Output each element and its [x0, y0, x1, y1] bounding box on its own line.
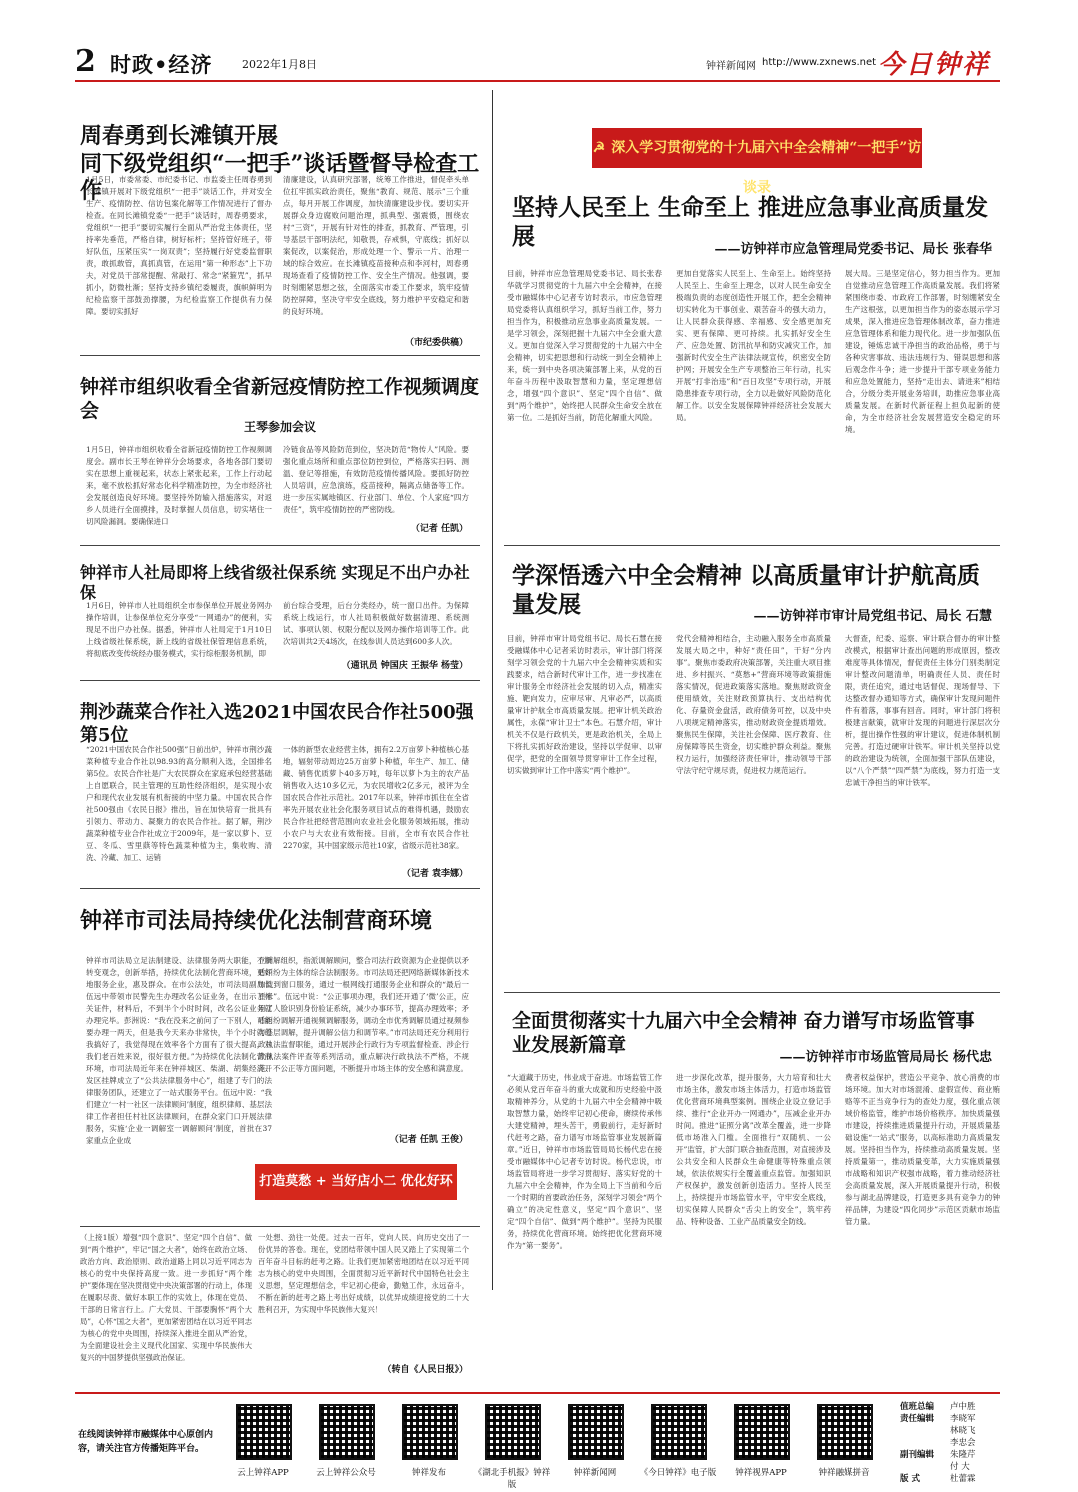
- article-body: 更加自觉落实人民至上、生命至上。始终坚持人民至上、生命至上理念，以对人民生命安全极端负责的态度创造性开展工作，把全会精神切实转化为干事创业、艰苦奋斗的强大动力，让人民群众获得感、幸福感、安全感更加充实、更有保障、更可持续。扎实抓好安全生产、应急处置、防汛抗旱和防灾减灾工作，加强新时代安全生产法律法规宣传，织密安全防护网；开展安全生产专项整治三年行动，扎实开展“打非治违”和“百日攻坚”专项行动，开展隐患排查专项行动，全力以赴做好风险防范化解工作。以安全发展保障钟祥经济社会发展大局。: [676, 269, 831, 422]
- article-title: 钟祥市组织收看全省新冠疫情防控工作视频调度会: [80, 376, 480, 422]
- byline: （记者 任凯）: [410, 524, 468, 534]
- site-url[interactable]: http://www.zxnews.net: [762, 57, 877, 68]
- byline: （记者 袁李娜）: [401, 869, 468, 879]
- article-title: 钟祥市司法局持续优化法制营商环境: [80, 908, 433, 934]
- qr-code-icon[interactable]: [568, 1404, 624, 1460]
- editor-row: 李忠会: [950, 1438, 976, 1448]
- qr-code-icon[interactable]: [817, 1404, 873, 1460]
- qr-caption: 钟祥新闻网: [573, 1468, 617, 1478]
- divider: [504, 545, 1000, 546]
- editor-row: 值班总编 卢中胜: [900, 1402, 976, 1412]
- divider: [80, 545, 480, 546]
- byline: （通讯员 钟国庆 王振华 杨莹）: [341, 661, 468, 671]
- column-divider: [492, 90, 493, 1290]
- divider: [80, 888, 480, 889]
- article-title: 学深悟透六中全会精神 以高质量审计护航高质量发展: [512, 562, 981, 618]
- editor-row: 付 大: [950, 1462, 970, 1472]
- editor-row: 责任编辑 李晓军: [900, 1414, 976, 1424]
- party-emblem-icon: ☭: [592, 140, 606, 156]
- page-number: 2: [75, 44, 96, 79]
- byline: （转自《人民日报》）: [382, 1365, 468, 1375]
- article-body: 目前，钟祥市应急管理局党委书记、局长张春华就学习贯彻党的十九届六中全会精神，在接受市融媒体中心记者专访时表示，市应急管理局党委将认真组织学习，抓好当前工作，努力担当作为，积极推动应急事业高质量发展。一是学习领会，深刻把握十九届六中全会重大意义。更加自觉深入学习贯彻党的十九届六中全会精神，切实把思想和行动统一到全会精神上来，统一到中央各项决策部署上来，从党的百年奋斗历程中汲取智慧和力量，坚定理想信念，增强“四个意识”、坚定“四个自信”、做到“两个维护”，始终把人民群众生命安全放在第一位。二是抓好当前，防范化解重大风险。: [507, 269, 662, 422]
- divider: [80, 355, 480, 356]
- article-body: 一体的新型农业经营主体，拥有2.2万亩萝卜种植核心基地，辐射带动周边25万亩萝卜种植，年生产、加工、储藏、销售优质萝卜40多万吨，每年以萝卜为主的农产品销售收入达10多亿元，为农民增收2亿多元，被评为全国农民合作社示范社。2017年以来，钟祥市抓住在全省率先开展农业社会化服务项目试点的难得机遇，鼓励农民合作社把经营范围向农业社会化服务领域拓展，推动小农户与大农业有效衔接。目前，全市有农民合作社2270家，其中国家级示范社10家，省级示范社38家。: [283, 745, 469, 850]
- article-body: 立调解组织，指派调解顾问，整合司法行政资源为企业提供以矛盾纠纷为主体的综合法制服务。市司法局还把网络新媒体新技术加载到窗口服务，通过一根网线打通服务企业和群众的“最后一厘米”。伍远中说：“公正事项办理，我们还开通了‘微’公正，应用了人脸识别身份验证系统，减少办事环节，提高办理效率；矛盾纠纷调解开通视频调解服务，调动全市优秀调解员通过视频参与基层调解，提升调解公信力和调节率。”市司法局还充分利用行政执法监督职能，通过开展涉企行政行为专项监督检查、涉企行政执法案件评查等系列活动，重点解决行政执法不严格，不规范、不公正等方面问题，不断提升市场主体的安全感和满意度。: [258, 956, 469, 1073]
- article-body: 大督查，纪委、巡察、审计联合督办的审计整改模式，根据审计查出问题的形成原因，整改难度等具体情况，督促责任主体分门别类制定审计整改问题清单，明确责任人员、责任时限，责任追究，通过电话督促、现场督导、下达整改督办通知等方式，确保审计发现问题件件有着落，事事有回音。同时，审计部门将积极建言献策，就审计发现的问题进行深层次分析，提出操作性强的审计建议，促进体制机制完善。打造过硬审计铁军。审计机关坚持以党的政治建设为统领，全面加强干部队伍建设，以“八个严禁”“四严禁”为底线，努力打造一支忠诚干净担当的审计铁军。: [845, 634, 1000, 787]
- newspaper-logo: 今日钟祥: [878, 50, 991, 80]
- qr-caption: 云上钟祥APP: [237, 1468, 289, 1478]
- editor-row: 林晓飞: [950, 1426, 976, 1436]
- article-title: 钟祥市人社局即将上线省级社保系统 实现足不出户办社保: [80, 563, 470, 602]
- article-body: 前台综合受理，后台分类经办，统一窗口出件。为保障系统上线运行，市人社局积极做好数据清理、系统测试、事项认领、权限分配以及网办操作培训等工作。此次培训共2天4场次，在线参训人员达到600多人次。: [283, 601, 469, 646]
- header-rule: [75, 80, 1000, 82]
- divider: [80, 1226, 480, 1227]
- article-body: 党代会精神相结合，主动融入服务全市高质量发展大局之中，种好“责任田”，干好“分内事”。聚焦市委政府决策部署，关注重大项目推进、乡村振兴、“莫愁+”营商环境等政策措施落实情况，促进政策落实落地。聚焦财政资金使用绩效，关注财政预算执行、支出结构优化、存量资金盘活，政府债务可控，以及中央八项规定精神落实，推动财政资金提质增效。聚焦民生保障，关注社会保障、医疗教育、住房保障等民生资金，切实维护群众利益。聚焦权力运行，加强经济责任审计，推动领导干部守法守纪守规尽责，促进权力规范运行。: [676, 634, 831, 775]
- title-line: 周春勇到长滩镇开展: [80, 123, 279, 149]
- qr-caption: 钟祥融媒拼音: [818, 1468, 870, 1478]
- site-name: 钟祥新闻网: [706, 61, 756, 72]
- article-body: 费者权益保护，营造公平竞争、放心消费的市场环境。加大对市场混淆、虚假宣传、商业贿赂等不正当竞争行为的查处力度，强化重点领域价格监管，维护市场价格秩序。加快质量强市建设，持续推进质量提升行动，开展质量基础设施“一站式”服务，以高标准助力高质量发展。坚持担当作为，持续推动高质量发展。坚持质量第一，推动质量变革，大力实施质量强市战略和知识产权强市战略，着力推动经济社会高质量发展，深入开展质量提升行动，积极参与湖北品牌建设，打造更多具有竞争力的钟祥品牌，为建设“四化同步”示范区贡献市场监管力量。: [845, 1073, 1000, 1226]
- divider: [504, 992, 1000, 993]
- article-body: （上接1版）增强“四个意识”、坚定“四个自信”、做到“两个维护”，牢记“国之大者”，始终在政治立场、政治方向、政治原则、政治道路上同以习近平同志为核心的党中央保持高度一致。进一步抓好“两个维护”要体现在坚决贯彻党中央决策部署的行动上，体现在履职尽责、做好本职工作的实效上，体现在党员、干部的日常言行上。广大党员、干部要胸怀“两个大局”，心怀“国之大者”，更加紧密团结在以习近平同志为核心的党中央周围，持续深入推进全面从严治党，为全面建设社会主义现代化国家、实现中华民族伟大复兴的中国梦提供坚强政治保证。: [80, 1233, 252, 1362]
- title-line: 同下级党组织“一把手”谈话暨督导检查工作: [80, 150, 480, 204]
- article-subtitle: 王琴参加会议: [243, 420, 316, 434]
- footer-notice: 在线阅读钟祥市融媒体中心原创内容，请关注官方传播矩阵平台。: [78, 1430, 214, 1454]
- article-body: “2021中国农民合作社500强”日前出炉，钟祥市荆沙蔬菜种植专业合作社以98.93的高分顺利入选，全国排名第5位。农民合作社是广大农民群众在家庭承包经营基础上自愿联合，民主管理的互助性经济组织，是实现小农户和现代农业发展有机衔接的中坚力量。中国农民合作社500强由《农民日报》推出，旨在加快培育一批具有引领力、带动力、凝聚力的农民合作社。据了解，荆沙蔬菜种植专业合作社成立于2009年，是一家以萝卜、豆豆、冬瓜、雪里蕻等特色蔬菜种植为主，集收购、清洗、冷藏、加工、运销: [86, 745, 272, 862]
- banner-text: 深入学习贯彻党的十九届六中全会精神“一把手”访谈录: [611, 140, 922, 196]
- article-title: 坚持人民至上 生命至上 推进应急事业高质量发展: [512, 194, 989, 250]
- qr-caption: 钟祥视界APP: [735, 1468, 787, 1478]
- editor-credits: [900, 1400, 1000, 1484]
- article-body: 1月5日，钟祥市组织收看全省新冠疫情防控工作视频调度会。副市长王琴在钟祥分会场要求，各地各部门要切实在思想上重视起来，状态上紧张起来，工作上行动起来，毫不放松抓好常态化科学精准防控，为全市经济社会发展创造良好环境。要坚持外防输入措施落实，对返乡人员进行全面摸排，及时掌握人员信息，切实堵住一切风险漏洞。要确保进口: [86, 445, 272, 526]
- qr-caption: 《今日钟祥》电子版: [639, 1468, 717, 1478]
- series-banner: [592, 128, 922, 196]
- byline: （记者 任凯 王俊）: [389, 1135, 468, 1145]
- qr-caption: 《湖北手机报》钟祥版: [473, 1468, 551, 1490]
- article-title: 全面贯彻落实十九届六中全会精神 奋力谱写市场监管事业发展新篇章: [512, 1010, 975, 1056]
- section-title: 时政•经济: [110, 52, 213, 77]
- article-subtitle: ——访钟祥市市场监管局局长 杨代忠: [779, 1050, 992, 1065]
- article-body: 清廉建设，认真研究部署，统筹工作推进，督促牵头单位扛牢抓实政治责任，聚焦“教育、规范、展示”三个重点，每月开展工作调度，加快清廉建设步伐。要切实开展群众身边腐败问题治理，抓典型、强震慑，围绕农村“三资”，开展有针对性的排查，抓教育、严管理，引导基层干部明法纪，知敬畏，存戒惧，守底线；抓好以案促改，以案促治，形成处理一个、警示一片、治理一域的综合效应。在长滩镇疫苗接种点和李河村，周春勇现场查看了疫情防控工作、安全生产情况。他强调，要时刻绷紧思想之弦，全面落实市委工作要求，筑牢疫情防控屏障，坚决守牢安全底线，努力维护平安稳定和谐的良好环境。: [283, 175, 469, 316]
- article-body: 目前，钟祥市审计局党组书记、局长石慧在接受融媒体中心记者采访时表示，审计部门将深刻学习领会党的十九届六中全会精神实质和实践要求，结合新时代审计工作，进一步找准在审计服务全市经济社会发展的切入点，精准实施、靶向发力，应审尽审、凡审必严，以高质量审计护航全市高质量发展。把审计机关政治属性，永葆“审计卫士”本色。石慧介绍，审计机关不仅是行政机关，更是政治机关，全局上下将扎实抓好政治建设，坚持以学促审、以审促学，把党的全面领导贯穿审计工作全过程，切实做到审计工作中落实“两个维护”。: [507, 634, 662, 775]
- article-body: 1月6日，钟祥市人社局组织全市参保单位开展业务网办操作培训，让参保单位充分享受“一网通办”的便利，实现足不出户办社保。据悉，钟祥市人社局定于1月10日上线省级社保系统，新上线的省级社保管理信息系统，将彻底改变传统经办服务模式，实行综柜服务机制，即: [86, 601, 272, 658]
- article-body: 冷链食品等风险防范到位，坚决防范“物传人”风险。要强化重点场所和重点部位防控到位，严格落实扫码、测温、登记等措施，有效防范疫情传播风险。要抓好防控人员培训，应急演练，疫苗接种，隔离点储备等工作。进一步压实属地镇区、行业部门、单位、个人家庭“四方责任”，筑牢疫情防控的严密防线。: [283, 445, 469, 514]
- article-title: 荆沙蔬菜合作社入选2021中国农民合作社500强第5位: [80, 702, 474, 746]
- qr-caption: 云上钟祥公众号: [316, 1468, 376, 1478]
- qr-code-icon[interactable]: [734, 1404, 790, 1460]
- editor-row: 版 式 杜蕾霖: [900, 1474, 976, 1484]
- article-subtitle: ——访钟祥市应急管理局党委书记、局长 张春华: [714, 242, 992, 257]
- article-body: 一处想、劲往一处使。过去一百年，党向人民、向历史交出了一份优异的答卷。现在，党团结带领中国人民又踏上了实现第二个百年奋斗目标的赶考之路。让我们更加紧密地团结在以习近平同志为核心的党中央周围，全面贯彻习近平新时代中国特色社会主义思想，坚定理想信念，牢记初心使命，勤勉工作，永远奋斗，不断在新的赶考之路上考出好成绩，以优异成绩迎接党的二十大胜利召开，为实现中华民族伟大复兴！: [258, 1233, 469, 1314]
- article-body: 展大局。三是坚定信心，努力担当作为。更加自觉推动应急管理工作高质量发展。我们将紧紧围绕市委、市政府工作部署，时刻绷紧安全生产这根弦，以更加担当作为的姿态展示学习成果，深入推进应急管理体制改革，奋力推进应急管理体系和能力现代化。进一步加强队伍建设，锤炼忠诚干净担当的政治品格，勇于与各种灾害事故、违法违规行为、错误思想和落后观念作斗争；进一步提升干部专项业务能力和应急处置能力，坚持“走出去、请进来”相结合，分级分类开展业务培训，助推应急事业高质量发展。在新时代新征程上担负起新的使命，为全市经济社会发展营造安全稳定的环境。: [845, 269, 1000, 434]
- editor-row: 副刊编辑 朱隆芹: [900, 1450, 976, 1460]
- qr-code-icon[interactable]: [402, 1404, 458, 1460]
- article-body: 1月5日，市委常委、市纪委书记、市监委主任周春勇到长滩镇开展对下级党组织“一把手”谈话工作，并对安全生产、疫情防控、信访包案化解等工作情况进行了督办检查。在同长滩镇党委“一把手”谈话时，周春勇要求，党组织“一把手”要切实履行全面从严治党主体责任，坚持率先垂范，严格自律，树好标杆；坚持管好班子，带好队伍，压紧压实“一岗双责”；坚持履行好党委监督职责，敢抓敢管，真抓真管，在运用“第一种形态”上下功夫，对党员干部常提醒、常敲打、常念“紧箍咒”，抓早抓小，防微杜渐；坚持支持乡镇纪委履责，旗帜鲜明为纪检监察干部鼓劲撑腰，为纪检监察工作提供有力保障。要切实抓好: [86, 175, 272, 316]
- qr-code-icon[interactable]: [236, 1404, 292, 1460]
- article-body: “大道藏于历史，伟业成于奋进。市场监管工作必须从党百年奋斗的重大成就和历史经验中汲取精神养分，从党的十九届六中全会精神中吸取智慧力量，始终牢记初心使命，赓续传承伟大建党精神，埋头苦干，勇毅前行，走好新时代赶考之路，奋力谱写市场监管事业发展新篇章。”近日，钟祥市市场监管局局长杨代忠在接受市融媒体中心记者专访时说。杨代忠说，市场监管局将进一步学习贯彻好、落实好党的十九届六中全会精神，作为全局上下当前和今后一个时期的首要政治任务，深刻学习领会“两个确立”的决定性意义，坚定“四个意识”、坚定“四个自信”、做到“两个维护”。坚持为民服务，持续优化营商环境。始终把优化营商环境作为“第一要务”。: [507, 1073, 662, 1250]
- qr-caption: 钟祥发布: [411, 1468, 446, 1478]
- byline: （市纪委供稿）: [404, 338, 468, 348]
- article-body: 进一步深化改革，提升服务，大力培育和壮大市场主体，激发市场主体活力，打造市场监管优化营商环境典型案例。围绕企业设立登记手续、推行“企业开办一网通办”，压减企业开办时间。推进“证照分离”改革全覆盖，进一步降低市场准入门槛。全面推行“双随机、一公开”监管，扩大部门联合抽查范围，对直接涉及公共安全和人民群众生命健康等特殊重点领域，依法依规实行全覆盖重点监管。加强知识产权保护，激发创新创造活力。坚持人民至上，持续提升市场监管水平，守牢安全底线，切实保障人民群众“舌尖上的安全”，筑牢药品、特种设备、工业产品质量安全防线。: [676, 1073, 831, 1226]
- qr-code-icon[interactable]: [319, 1404, 375, 1460]
- campaign-ribbon: 打造莫愁 + 当好店小二 优化好环境: [255, 1164, 457, 1200]
- divider: [80, 680, 480, 681]
- qr-code-icon[interactable]: [651, 1404, 707, 1460]
- article-body: 钟祥市司法局立足法制建设、法律服务两大职能，不断转变观念，创新举措，持续优化法制化营商环境，更好地服务企业，惠及群众。在市公法处，市司法局副局长伍远中带领市民警先生办理改名公证业务，在出示了相关证件，材料后，不到半个小时时间，改名公证业务就办理完毕。彭洲说：“我在没来之前问了一下别人，可能要办理一两天，但是我今天来办非常快，半个小时就给我搞好了，我觉得现在效率各个方面有了很大提高，对我们老百姓来说，很好很方便。”为持续优化法制化营商环境，市司法局近年来在钟祥城区、柴湖、胡集经济开发区挂牌成立了“公共法律服务中心”，组建了专门的法律服务团队，还建立了一站式服务平台。伍远中说：“我们建立‘一村一社区一法律顾问’制度，组织律师、基层法律工作者担任村社区法律顾问，在群众家门口开展法律服务，实施‘企业一调解室一调解顾问’制度，首批在37家重点企业成: [86, 956, 272, 1145]
- qr-code-icon[interactable]: [485, 1404, 541, 1460]
- article-subtitle: ——访钟祥市审计局党组书记、局长 石慧: [753, 609, 992, 624]
- issue-date: 2022年1月8日: [242, 58, 317, 71]
- footer-rule: [75, 1392, 1000, 1394]
- qr-code-row: [222, 1404, 892, 1488]
